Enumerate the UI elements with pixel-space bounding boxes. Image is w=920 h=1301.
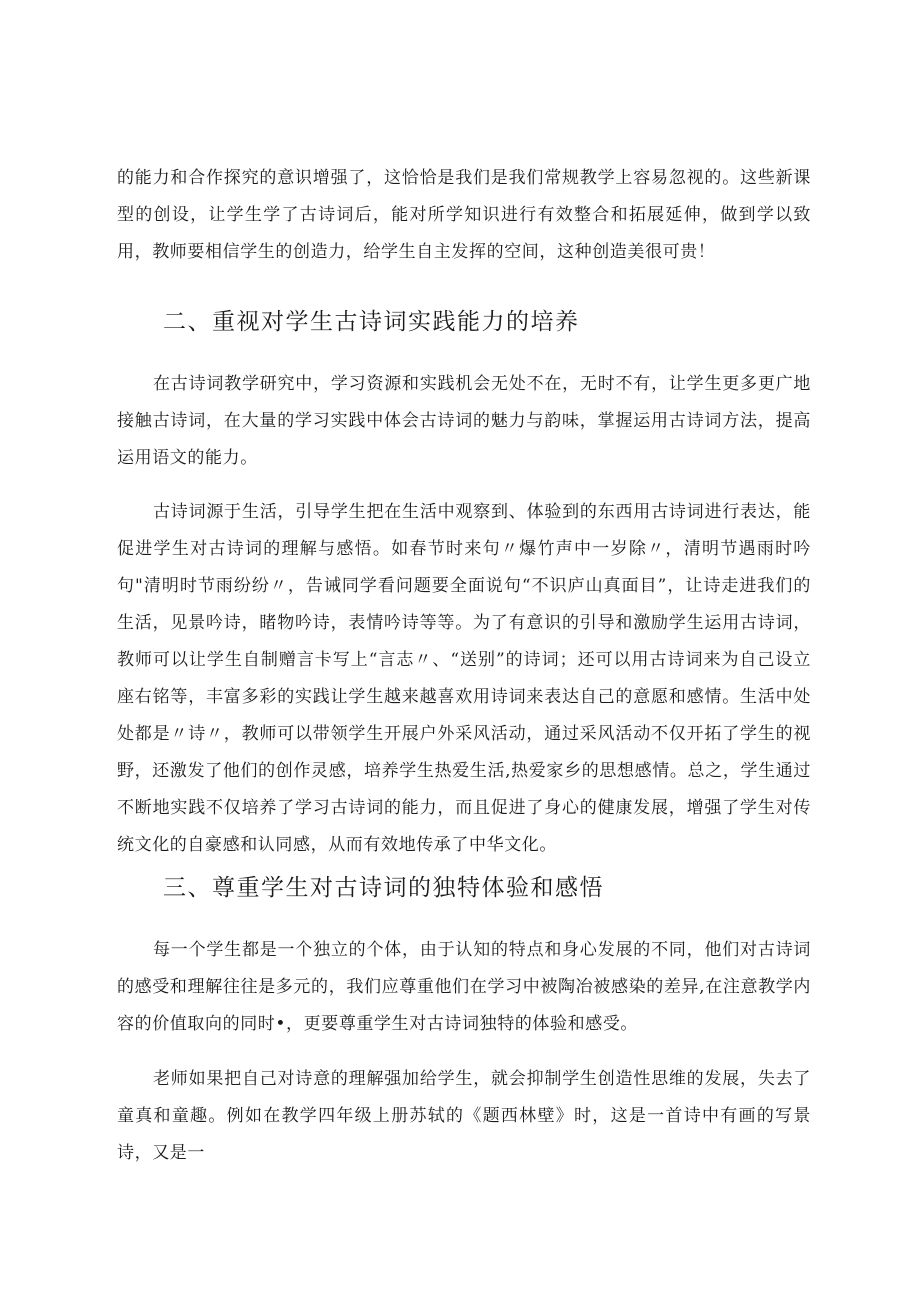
section-heading-2: 二、重视对学生古诗词实践能力的培养: [163, 309, 580, 335]
paragraph-3b: 老师如果把自己对诗意的理解强加给学生，就会抑制学生创造性思维的发展，失去了童真和童趣。例如在教学四年级上册苏轼的《题西林壁》时，这是一首诗中有画的写景诗，又是一: [117, 1069, 811, 1163]
paragraph-2b: 古诗词源于生活，引导学生把在生活中观察到、体验到的东西用古诗词进行表达，能促进学生对古诗词的理解与感悟。如春节时来句〃爆竹声中一岁除〃，清明节遇雨时吟句"清明时节雨纷纷〃，告诫同学看问题要全面说句“不识庐山真面目”，让诗走进我们的生活，见景吟诗，睹物吟诗，表情吟诗等等。为了有意识的引导和激励学生运用古诗词，教师可以让学生自制赠言卡写上“言志〃、“送别”的诗词；还可以用古诗词来为自己设立座右铭等，丰富多彩的实践让学生越来越喜欢用诗词来表达自己的意愿和感情。生活中处处都是〃诗〃，教师可以带领学生开展户外采风活动，通过采风活动不仅开拓了学生的视野，还激发了他们的创作灵感，培养学生热爱生活,热爱家乡的思想感情。总之，学生通过不断地实践不仅培养了学习古诗词的能力，而且促进了身心的健康发展，增强了学生对传统文化的自豪感和认同感，从而有效地传承了中华文化。: [117, 502, 811, 855]
paragraph-3a: 每一个学生都是一个独立的个体，由于认知的特点和身心发展的不同，他们对古诗词的感受和理解往往是多元的，我们应尊重他们在学习中被陶冶被感染的差异,在注意教学内容的价值取向的同时•，更要尊重学生对古诗词独特的体验和感受。: [117, 940, 811, 1034]
paragraph-continued: 的能力和合作探究的意识增强了，这恰恰是我们是我们常规教学上容易忽视的。这些新课型的创设，让学生学了古诗词后，能对所学知识进行有效整合和拓展延伸，做到学以致用，教师要相信学生的创造力，给学生自主发挥的空间，这种创造美很可贵！: [117, 168, 811, 262]
section-heading-3: 三、尊重学生对古诗词的独特体验和感悟: [163, 875, 604, 901]
paragraph-2a: 在古诗词教学研究中，学习资源和实践机会无处不在，无时不有，让学生更多更广地接触古诗词，在大量的学习实践中体会古诗词的魅力与韵味，掌握运用古诗词方法，提高运用语文的能力。: [117, 374, 811, 468]
